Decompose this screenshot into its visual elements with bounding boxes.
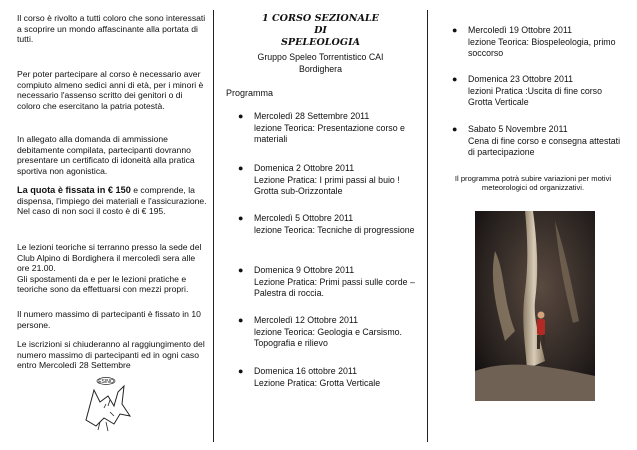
intro-paragraph: Il corso è rivolto a tutti coloro che sono interessati a scoprire un mondo affascinante alla portata di tutti. [17, 13, 206, 45]
program-item [452, 124, 628, 159]
programma-heading: Programma [226, 88, 274, 98]
program-item-date: Sabato 5 Novembre 2011 [468, 124, 568, 134]
program-item-date: Mercoledì 12 Ottobre 2011 [254, 315, 358, 325]
program-item-date: Mercoledì 19 Ottobre 2011 [468, 25, 572, 35]
program-item-text: lezione Teorica: Biospeleologia, primo soccorso [468, 36, 616, 59]
divider-right [427, 10, 428, 442]
logo-text: ESINO [98, 379, 114, 385]
program-item [452, 74, 628, 109]
program-item [238, 315, 419, 350]
program-item [238, 213, 419, 236]
bullet-icon: ● [238, 213, 244, 223]
bullet-icon: ● [452, 25, 458, 35]
bullet-icon: ● [238, 111, 244, 121]
program-item-text: lezione Teorica: Presentazione corso e materiali [254, 122, 405, 145]
certificate-paragraph: In allegato alla domanda di ammissione debitamente compilata, partecipanti dovranno presentare un certificato di idoneità alla pratica sportiva non agonistica. [17, 134, 195, 176]
program-item [452, 25, 628, 60]
fee-paragraph [17, 185, 207, 217]
registration-paragraph: Le iscrizioni si chiuderanno al raggiungimento del numero massimo di partecipanti ed in ogni caso entro Mercoledì 28 Settembre [17, 339, 205, 371]
bullet-icon: ● [238, 163, 244, 173]
program-item [238, 265, 419, 300]
bullet-icon: ● [238, 265, 244, 275]
program-item-date: Domenica 16 ottobre 2011 [254, 366, 358, 376]
program-item-date: Domenica 9 Ottobre 2011 [254, 265, 355, 275]
course-title-line2: DI [314, 25, 327, 36]
program-item [238, 163, 419, 198]
course-title-line1: 1 CORSO SEZIONALE [262, 13, 379, 24]
program-item-text: Lezione Pratica: I primi passi al buio ! Grotta sub-Orizzontale [254, 174, 400, 197]
program-item-date: Mercoledì 5 Ottobre 2011 [254, 213, 354, 223]
program-item [238, 111, 419, 146]
fee-rest: e comprende, la dispensa, l'impiego dei materiali e l'assicurazione. Nel caso di non soci il costo è di € 195. [17, 185, 207, 217]
program-item-text: lezioni Pratica :Uscita di fine corso Grotta Verticale [468, 85, 602, 108]
program-item-text: Lezione Pratica: Primi passi sulle corde – Palestra di roccia. [254, 276, 415, 299]
program-item-text: lezione Teorica: Geologia e Carsismo. Topografia e rilievo [254, 326, 402, 349]
bullet-icon: ● [452, 124, 458, 134]
bullet-icon: ● [238, 315, 244, 325]
program-item-text: lezione Teorica: Tecniche di progressione [254, 224, 415, 235]
lessons-paragraph: Le lezioni teoriche si terranno presso la sede del Club Alpino di Bordighera il mercoledì sera alle ore 21.00. Gli spostamenti da e per le lezioni pratiche e teoriche sono da effettuarsi con mezzi propri. [17, 242, 202, 295]
bat-logo-icon [80, 376, 136, 434]
program-item-date: Domenica 2 Ottobre 2011 [254, 163, 355, 173]
city-name: Bordighera [298, 64, 343, 74]
course-title-line3: SPELEOLOGIA [280, 37, 361, 48]
fee-bold: La quota è fissata in € 150 [17, 185, 131, 195]
cave-photo [475, 211, 595, 401]
bullet-icon: ● [452, 74, 458, 84]
program-item-text: Lezione Pratica: Grotta Verticale [254, 377, 381, 388]
bullet-icon: ● [238, 366, 244, 376]
program-item [238, 366, 419, 389]
max-participants-paragraph: Il numero massimo di partecipanti è fissato in 10 persone. [17, 309, 201, 330]
program-item-date: Mercoledì 28 Settembre 2011 [254, 111, 370, 121]
program-item-text: Cena di fine corso e consegna attestati di partecipazione [468, 135, 621, 158]
variation-note: Il programma potrà subire variazioni per motivi meteorologici od organizzativi. [454, 174, 612, 193]
age-paragraph: Per poter partecipare al corso è necessario aver compiuto almeno sedici anni di età, per i minori è necessario l'assenso scritto dei genitori o di coloro che esercitano la patria potestà. [17, 69, 204, 111]
program-item-date: Domenica 23 Ottobre 2011 [468, 74, 573, 84]
group-name: Gruppo Speleo Torrentistico CAI [257, 52, 384, 62]
